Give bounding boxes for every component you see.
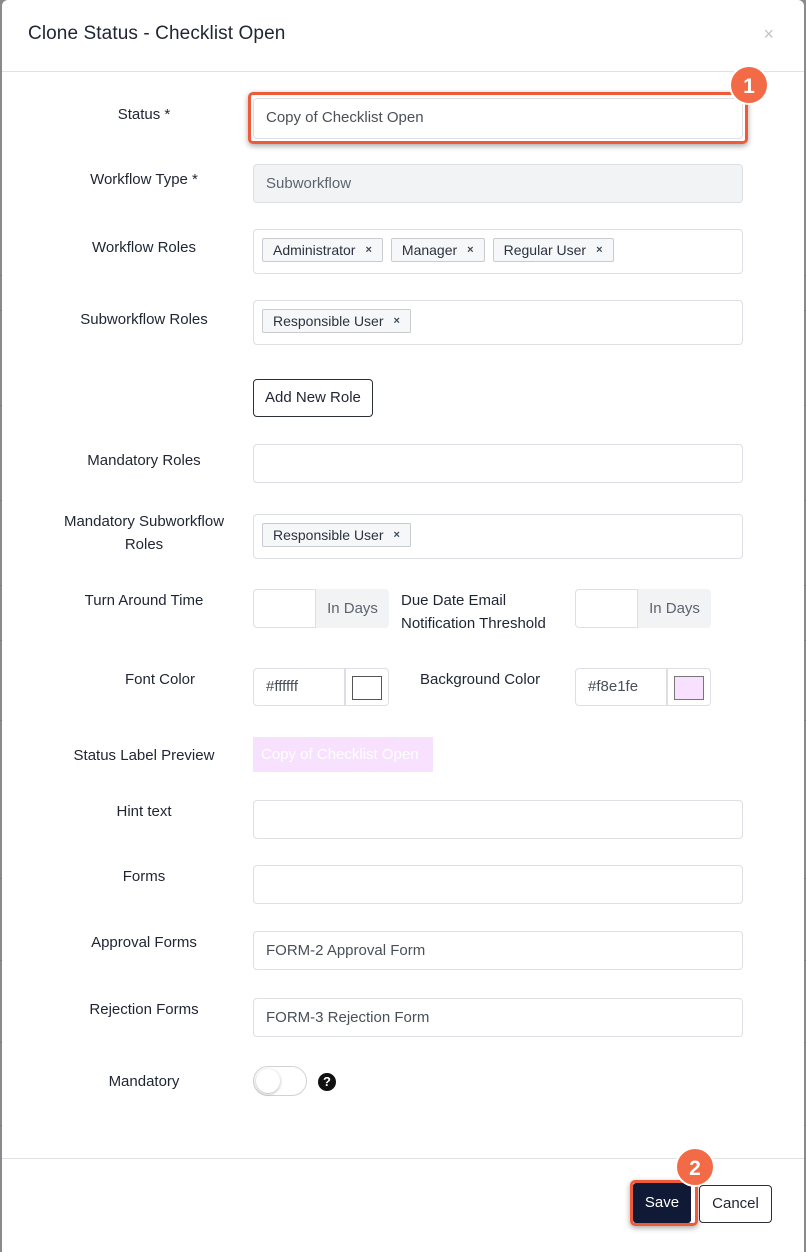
role-tag: Regular User × — [493, 238, 614, 262]
remove-tag-icon[interactable]: × — [596, 244, 603, 256]
mandatory-toggle[interactable] — [253, 1066, 307, 1096]
due-date-threshold-input[interactable] — [575, 589, 638, 628]
font-color-label: Font Color — [124, 671, 196, 688]
rejection-forms-label: Rejection Forms — [89, 1001, 199, 1018]
status-label-preview: Copy of Checklist Open — [253, 737, 433, 772]
toggle-knob — [256, 1069, 280, 1093]
save-button[interactable]: Save — [633, 1183, 691, 1223]
forms-select[interactable] — [253, 865, 743, 904]
workflow-type-label: Workflow Type * — [90, 171, 198, 188]
mandatory-subworkflow-roles-select[interactable] — [253, 514, 743, 559]
workflow-roles-label: Workflow Roles — [92, 239, 196, 256]
due-date-threshold-label: Due Date Email Notification Threshold — [401, 592, 546, 632]
turn-around-time-label: Turn Around Time — [84, 592, 204, 609]
role-tag: Responsible User × — [262, 309, 411, 333]
turn-around-time-unit: In Days — [316, 589, 389, 628]
mandatory-roles-select[interactable] — [253, 444, 743, 483]
remove-tag-icon[interactable]: × — [393, 315, 400, 327]
background-color-label: Background Color — [420, 671, 541, 688]
font-color-swatch — [352, 676, 382, 700]
background-color-input[interactable]: #f8e1fe — [575, 668, 667, 706]
save-highlight-annotation — [630, 1180, 698, 1226]
modal-title: Clone Status - Checklist Open — [28, 23, 286, 44]
role-tag: Manager × — [391, 238, 485, 262]
add-new-role-button[interactable]: Add New Role — [253, 379, 373, 417]
font-color-picker[interactable] — [345, 668, 389, 706]
question-circle-icon[interactable]: ? — [318, 1073, 336, 1091]
mandatory-subworkflow-roles-label: Mandatory Subworkflow Roles — [63, 513, 225, 553]
cancel-button[interactable]: Cancel — [699, 1185, 772, 1223]
close-icon[interactable]: × — [763, 24, 774, 44]
subworkflow-roles-label: Subworkflow Roles — [80, 311, 208, 328]
font-color-input[interactable]: #ffffff — [253, 668, 345, 706]
workflow-type-field: Subworkflow — [253, 164, 743, 203]
forms-label: Forms — [122, 868, 166, 885]
subworkflow-roles-select[interactable] — [253, 300, 743, 345]
hint-text-input[interactable] — [253, 800, 743, 839]
status-label: Status * — [117, 106, 171, 123]
workflow-roles-select[interactable] — [253, 229, 743, 274]
status-input[interactable]: Copy of Checklist Open — [253, 98, 743, 139]
remove-tag-icon[interactable]: × — [467, 244, 474, 256]
role-tag: Administrator × — [262, 238, 383, 262]
due-date-threshold-unit: In Days — [638, 589, 711, 628]
status-highlight-annotation — [248, 92, 748, 144]
step-1-badge: 1 — [729, 65, 769, 105]
modal-header — [2, 0, 804, 72]
mandatory-label: Mandatory — [108, 1073, 180, 1090]
status-label-preview-label: Status Label Preview — [73, 747, 215, 764]
mandatory-roles-label: Mandatory Roles — [87, 452, 201, 469]
rejection-forms-select[interactable]: FORM-3 Rejection Form — [253, 998, 743, 1037]
remove-tag-icon[interactable]: × — [365, 244, 372, 256]
step-2-badge: 2 — [675, 1147, 715, 1187]
approval-forms-label: Approval Forms — [91, 934, 197, 951]
hint-text-label: Hint text — [116, 803, 172, 820]
background-color-swatch — [674, 676, 704, 700]
approval-forms-select[interactable]: FORM-2 Approval Form — [253, 931, 743, 970]
clone-status-modal — [2, 0, 804, 1252]
background-color-picker[interactable] — [667, 668, 711, 706]
turn-around-time-input[interactable] — [253, 589, 316, 628]
role-tag: Responsible User × — [262, 523, 411, 547]
remove-tag-icon[interactable]: × — [393, 529, 400, 541]
